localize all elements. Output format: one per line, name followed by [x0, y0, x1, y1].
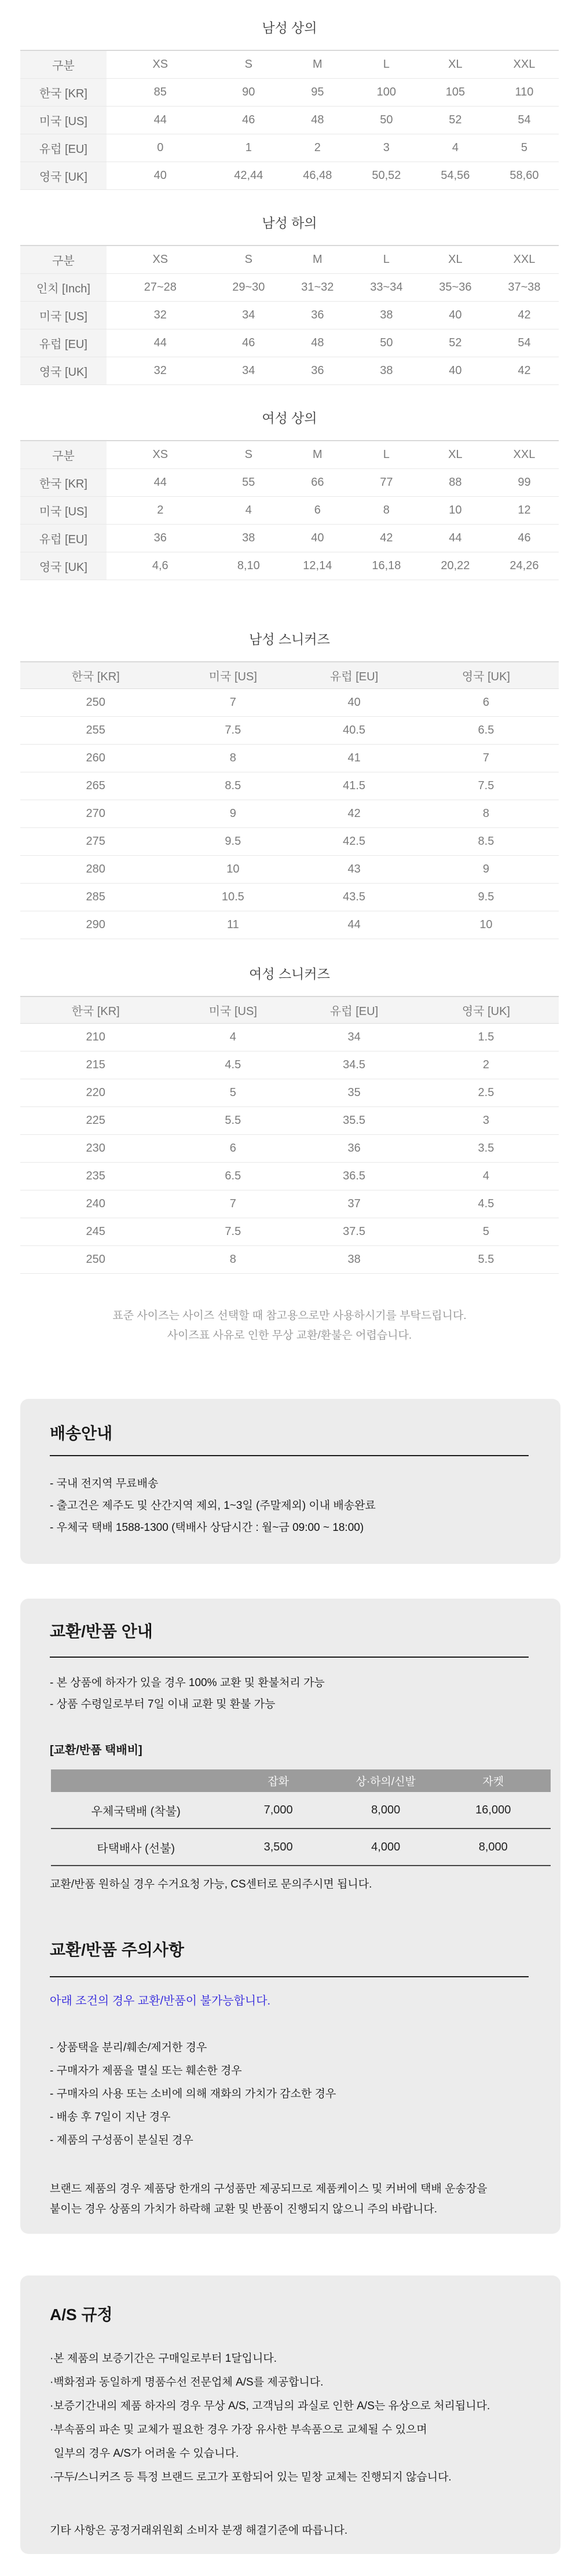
table-cell: 7.5	[171, 1218, 295, 1246]
table-cell: 48	[283, 107, 352, 134]
table-cell: 16,000	[435, 1792, 551, 1829]
table-title-womens-top: 여성 상의	[262, 411, 317, 426]
table-cell: 영국 [UK]	[413, 662, 559, 689]
table-cell: 9.5	[171, 828, 295, 856]
table-cell: 2	[283, 134, 352, 162]
table-cell: 270	[20, 800, 171, 828]
caution-section-title: 교환/반품 주의사항	[50, 1941, 184, 1959]
caution-bullet: - 구매자가 제품을 멸실 또는 훼손한 경우	[50, 2065, 242, 2077]
table-row	[51, 1829, 551, 1866]
table-cell: 46	[490, 525, 559, 552]
shipping-bullet: - 출고건은 제주도 및 산간지역 제외, 1~3일 (주말제외) 이내 배송완료	[50, 1500, 376, 1512]
table-cell: 2	[413, 1051, 559, 1079]
caution-paragraph	[50, 2182, 529, 2217]
table-cell: 8	[171, 745, 295, 772]
table-cell: 37~38	[490, 274, 559, 302]
table-row	[20, 772, 559, 800]
table-cell: 8,10	[214, 552, 283, 580]
table-cell: 1.5	[413, 1024, 559, 1051]
table-cell: 42,44	[214, 162, 283, 190]
table-cell: 미국 [US]	[171, 662, 295, 689]
table-cell: 44	[295, 911, 413, 939]
table-cell: 한국 [KR]	[20, 662, 171, 689]
table-cell: 40	[421, 357, 490, 385]
table-cell: S	[214, 50, 283, 79]
table-cell: 7	[413, 745, 559, 772]
table-title-womens-sneakers: 여성 스니커즈	[249, 966, 330, 981]
table-cell: 46,48	[283, 162, 352, 190]
table-header-row	[20, 245, 559, 274]
caution-bullet: - 상품택을 분리/훼손/제거한 경우	[50, 2042, 207, 2054]
table-cell: 1	[214, 134, 283, 162]
table-cell: 8,000	[435, 1829, 551, 1866]
table-cell: 4,6	[107, 552, 214, 580]
table-row	[20, 79, 559, 107]
table-row	[51, 1792, 551, 1829]
exchange-card-title: 교환/반품 안내	[50, 1622, 153, 1640]
table-cell: 6.5	[171, 1163, 295, 1190]
table-row	[20, 302, 559, 329]
table-cell: 5.5	[171, 1107, 295, 1135]
as-bullet: ·부속품의 파손 및 교체가 필요한 경우 가장 유사한 부속품으로 교체될 수 있으며	[50, 2424, 427, 2436]
table-cell: 33~34	[352, 274, 421, 302]
table-cell: 40.5	[295, 717, 413, 745]
table-cell: 36	[295, 1135, 413, 1163]
table-cell: 10	[413, 911, 559, 939]
table-row	[20, 357, 559, 385]
table-cell: 3.5	[413, 1135, 559, 1163]
table-title-mens-top: 남성 상의	[262, 20, 317, 35]
table-cell: 290	[20, 911, 171, 939]
row-label-cell: 유럽 [EU]	[20, 134, 107, 162]
table-cell: 285	[20, 884, 171, 911]
table-cell: 9.5	[413, 884, 559, 911]
table-cell: 12,14	[283, 552, 352, 580]
table-cell: 44	[107, 469, 214, 497]
table-cell: 36.5	[295, 1163, 413, 1190]
table-cell: XXL	[490, 441, 559, 469]
table-cell: 34	[214, 302, 283, 329]
table-cell: 95	[283, 79, 352, 107]
table-cell: 100	[352, 79, 421, 107]
table-cell: XXL	[490, 50, 559, 79]
table-cell: 2	[107, 497, 214, 525]
table-cell: 77	[352, 469, 421, 497]
as-footer-note: 기타 사항은 공정거래위원회 소비자 분쟁 해결기준에 따릅니다.	[50, 2524, 348, 2537]
table-row	[20, 1051, 559, 1079]
table-cell: XL	[421, 441, 490, 469]
row-label-cell: 영국 [UK]	[20, 357, 107, 385]
table-cell: 44	[421, 525, 490, 552]
table-cell: 54	[490, 107, 559, 134]
table-cell: 8.5	[413, 828, 559, 856]
table-cell: 2.5	[413, 1079, 559, 1107]
row-label-cell: 구분	[20, 50, 107, 79]
table-cell: 4	[413, 1163, 559, 1190]
table-cell: 3	[413, 1107, 559, 1135]
table-cell: 44	[107, 107, 214, 134]
table-cell: 10	[171, 856, 295, 884]
table-row	[20, 1079, 559, 1107]
table-cell: 5	[490, 134, 559, 162]
table-cell: 10.5	[171, 884, 295, 911]
shipping-bullet-list	[50, 1476, 529, 1536]
table-cell: 24,26	[490, 552, 559, 580]
table-cell: 88	[421, 469, 490, 497]
table-row	[20, 107, 559, 134]
table-cell: 영국 [UK]	[413, 996, 559, 1024]
table-cell: 40	[421, 302, 490, 329]
table-cell: 44	[107, 329, 214, 357]
table-cell: 9	[171, 800, 295, 828]
table-cell: 110	[490, 79, 559, 107]
table-cell: 한국 [KR]	[20, 996, 171, 1024]
table-cell: 31~32	[283, 274, 352, 302]
table-row	[20, 856, 559, 884]
table-cell: 8	[413, 800, 559, 828]
table-row	[20, 162, 559, 190]
table-row	[20, 1024, 559, 1051]
table-cell: 265	[20, 772, 171, 800]
table-cell: 46	[214, 329, 283, 357]
table-cell: 타택배사 (선불)	[51, 1829, 221, 1866]
table-row	[20, 1246, 559, 1274]
table-cell: 35	[295, 1079, 413, 1107]
table-cell: 32	[107, 357, 214, 385]
table-cell: 37	[295, 1190, 413, 1218]
table-cell: 36	[283, 357, 352, 385]
table-cell: 3,500	[221, 1829, 335, 1866]
size-table-womens-sneakers	[20, 996, 559, 1274]
table-cell: 16,18	[352, 552, 421, 580]
size-chart-disclaimer	[20, 1309, 559, 1343]
table-cell: 38	[352, 302, 421, 329]
table-row	[20, 469, 559, 497]
table-row	[20, 1135, 559, 1163]
table-cell: 6.5	[413, 717, 559, 745]
table-cell: 29~30	[214, 274, 283, 302]
table-row	[20, 134, 559, 162]
table-cell: 5	[413, 1218, 559, 1246]
table-cell: 8,000	[336, 1792, 436, 1829]
table-cell: S	[214, 441, 283, 469]
table-row	[20, 1163, 559, 1190]
table-cell: 8	[171, 1246, 295, 1274]
table-row	[20, 274, 559, 302]
table-cell: L	[352, 50, 421, 79]
table-cell: 7.5	[171, 717, 295, 745]
shipping-info-card	[20, 1399, 560, 1564]
table-cell: 52	[421, 329, 490, 357]
table-header-row	[20, 996, 559, 1024]
table-row	[20, 828, 559, 856]
table-cell: 66	[283, 469, 352, 497]
table-cell: 225	[20, 1107, 171, 1135]
table-cell: 27~28	[107, 274, 214, 302]
table-cell: 260	[20, 745, 171, 772]
table-cell: 50,52	[352, 162, 421, 190]
table-cell: 250	[20, 1246, 171, 1274]
table-cell: 54,56	[421, 162, 490, 190]
table-cell: 7	[171, 1190, 295, 1218]
fee-table-heading: [교환/반품 택배비]	[50, 1744, 142, 1757]
table-cell: 215	[20, 1051, 171, 1079]
table-cell: 52	[421, 107, 490, 134]
table-cell: XL	[421, 50, 490, 79]
table-cell: 40	[107, 162, 214, 190]
table-cell: 240	[20, 1190, 171, 1218]
table-cell: 37.5	[295, 1218, 413, 1246]
table-cell: 34	[295, 1024, 413, 1051]
table-cell: 42	[295, 800, 413, 828]
table-cell: 48	[283, 329, 352, 357]
table-cell: 34.5	[295, 1051, 413, 1079]
table-cell: 43	[295, 856, 413, 884]
table-cell: 4	[171, 1024, 295, 1051]
as-bullet-list	[50, 2351, 529, 2485]
table-row	[20, 884, 559, 911]
table-cell: 4.5	[171, 1051, 295, 1079]
table-cell: 8	[352, 497, 421, 525]
row-label-cell: 유럽 [EU]	[20, 329, 107, 357]
caution-paragraph-line: 붙이는 경우 상품의 가치가 하락해 교환 및 반품이 진행되지 않으니 주의 바랍니다.	[50, 2203, 438, 2215]
table-cell: 230	[20, 1135, 171, 1163]
table-cell: 6	[171, 1135, 295, 1163]
as-policy-card	[20, 2275, 560, 2554]
table-cell: 255	[20, 717, 171, 745]
size-chart-section	[20, 21, 559, 1343]
table-header-row	[20, 50, 559, 79]
table-row	[20, 552, 559, 580]
table-cell: 7,000	[221, 1792, 335, 1829]
row-label-cell: 영국 [UK]	[20, 162, 107, 190]
row-label-cell: 구분	[20, 441, 107, 469]
table-cell: 8.5	[171, 772, 295, 800]
exchange-bullet: - 상품 수령일로부터 7일 이내 교환 및 환불 가능	[50, 1698, 276, 1710]
table-cell: 유럽 [EU]	[295, 662, 413, 689]
table-cell: 85	[107, 79, 214, 107]
table-cell: 42	[352, 525, 421, 552]
fee-note: 교환/반품 원하실 경우 수거요청 가능, CS센터로 문의주시면 됩니다.	[50, 1878, 372, 1890]
caution-bullet: - 구매자의 사용 또는 소비에 의해 재화의 가치가 감소한 경우	[50, 2088, 336, 2100]
table-cell: 105	[421, 79, 490, 107]
table-cell: M	[283, 245, 352, 274]
caution-bullet: - 제품의 구성품이 분실된 경우	[50, 2134, 193, 2146]
as-bullet: ·백화점과 동일하게 명품수선 전문업체 A/S를 제공합니다.	[50, 2376, 324, 2388]
table-cell: 7	[171, 689, 295, 717]
table-cell: M	[283, 441, 352, 469]
table-cell: 4	[214, 497, 283, 525]
table-cell: XXL	[490, 245, 559, 274]
as-bullet: 일부의 경우 A/S가 어려울 수 있습니다.	[54, 2447, 239, 2460]
size-table-mens-bottom	[20, 245, 559, 385]
table-cell: 40	[295, 689, 413, 717]
table-cell: XS	[107, 245, 214, 274]
table-cell: XS	[107, 441, 214, 469]
size-table-mens-top	[20, 50, 559, 190]
table-cell: 35~36	[421, 274, 490, 302]
table-cell: 잡화	[221, 1769, 335, 1792]
row-label-cell: 한국 [KR]	[20, 79, 107, 107]
table-cell: 20,22	[421, 552, 490, 580]
table-cell: 4	[421, 134, 490, 162]
table-cell: 42	[490, 357, 559, 385]
table-cell: 자켓	[435, 1769, 551, 1792]
table-cell: 40	[283, 525, 352, 552]
table-cell: 3	[352, 134, 421, 162]
table-cell: S	[214, 245, 283, 274]
table-cell: 50	[352, 107, 421, 134]
table-row	[20, 1190, 559, 1218]
table-cell: 55	[214, 469, 283, 497]
table-cell: L	[352, 245, 421, 274]
table-cell: 6	[413, 689, 559, 717]
table-cell: 46	[214, 107, 283, 134]
table-cell: 36	[107, 525, 214, 552]
table-cell: 90	[214, 79, 283, 107]
size-table-womens-top	[20, 440, 559, 580]
table-cell: 미국 [US]	[171, 996, 295, 1024]
exchange-title-divider	[50, 1657, 529, 1658]
row-label-cell: 유럽 [EU]	[20, 525, 107, 552]
as-bullet: ·구두/스니커즈 등 특정 브랜드 로고가 포함되어 있는 밑창 교체는 진행되지 않습니다.	[50, 2471, 452, 2483]
table-header-row	[20, 441, 559, 469]
table-cell: 38	[214, 525, 283, 552]
table-cell: 54	[490, 329, 559, 357]
table-cell: 우체국택배 (착불)	[51, 1792, 221, 1829]
table-cell: 43.5	[295, 884, 413, 911]
caution-title-divider	[50, 1976, 529, 1977]
table-row	[20, 1107, 559, 1135]
caution-paragraph-line: 브랜드 제품의 경우 제품당 한개의 구성품만 제공되므로 제품케이스 및 커버에 택배 운송장을	[50, 2183, 488, 2195]
row-label-cell: 미국 [US]	[20, 107, 107, 134]
shipping-bullet: - 우체국 택배 1588-1300 (택배사 상담시간 : 월~금 09:00 ~ 18:00)	[50, 1522, 364, 1534]
shipping-card-title: 배송안내	[50, 1424, 113, 1442]
table-cell: 280	[20, 856, 171, 884]
table-cell: 32	[107, 302, 214, 329]
table-cell: 42.5	[295, 828, 413, 856]
size-note-line: 표준 사이즈는 사이즈 선택할 때 참고용으로만 사용하시기를 부탁드립니다.	[112, 1310, 467, 1322]
table-cell: 유럽 [EU]	[295, 996, 413, 1024]
table-cell: 250	[20, 689, 171, 717]
as-card-title: A/S 규정	[50, 2306, 113, 2324]
as-bullet: ·보증기간내의 제품 하자의 경우 무상 A/S, 고객님의 과실로 인한 A/S는 유상으로 처리됩니다.	[50, 2400, 490, 2412]
table-cell: 50	[352, 329, 421, 357]
exchange-bullet-list	[50, 1676, 529, 1712]
table-cell: 58,60	[490, 162, 559, 190]
table-row	[20, 689, 559, 717]
table-cell: 210	[20, 1024, 171, 1051]
table-cell: 41	[295, 745, 413, 772]
row-label-cell: 한국 [KR]	[20, 469, 107, 497]
row-label-cell: 미국 [US]	[20, 302, 107, 329]
table-header-row	[51, 1769, 551, 1792]
exchange-fee-table	[51, 1769, 551, 1866]
table-cell: L	[352, 441, 421, 469]
row-label-cell: 인치 [Inch]	[20, 274, 107, 302]
size-table-mens-sneakers	[20, 661, 559, 939]
table-cell: 7.5	[413, 772, 559, 800]
table-header-row	[20, 662, 559, 689]
table-cell: 38	[352, 357, 421, 385]
size-note-line: 사이즈표 사유로 인한 무상 교환/환불은 어렵습니다.	[167, 1329, 412, 1342]
shipping-bullet: - 국내 전지역 무료배송	[50, 1478, 159, 1490]
row-label-cell: 미국 [US]	[20, 497, 107, 525]
table-cell: 42	[490, 302, 559, 329]
table-cell: 0	[107, 134, 214, 162]
table-cell: 220	[20, 1079, 171, 1107]
row-label-cell: 구분	[20, 245, 107, 274]
shipping-title-divider	[50, 1455, 529, 1456]
table-cell: 275	[20, 828, 171, 856]
table-row	[20, 745, 559, 772]
table-cell: 상·하의/신발	[336, 1769, 436, 1792]
table-row	[20, 911, 559, 939]
table-cell: 5	[171, 1079, 295, 1107]
table-cell: XS	[107, 50, 214, 79]
table-cell: 36	[283, 302, 352, 329]
table-row	[20, 525, 559, 552]
caution-intro-text: 아래 조건의 경우 교환/반품이 불가능합니다.	[50, 1995, 271, 2007]
table-title-mens-bottom: 남성 하의	[262, 215, 317, 230]
table-cell: 5.5	[413, 1246, 559, 1274]
table-cell: 12	[490, 497, 559, 525]
row-label-cell: 영국 [UK]	[20, 552, 107, 580]
table-cell: 99	[490, 469, 559, 497]
as-bullet: ·본 제품의 보증기간은 구매일로부터 1달입니다.	[50, 2353, 277, 2365]
exchange-return-card	[20, 1599, 560, 2234]
table-cell: 38	[295, 1246, 413, 1274]
table-cell: 41.5	[295, 772, 413, 800]
table-cell: M	[283, 50, 352, 79]
table-row	[20, 1218, 559, 1246]
table-cell: 6	[283, 497, 352, 525]
exchange-bullet: - 본 상품에 하자가 있을 경우 100% 교환 및 환불처리 가능	[50, 1677, 325, 1689]
table-cell: 245	[20, 1218, 171, 1246]
table-cell: 35.5	[295, 1107, 413, 1135]
table-cell: 4.5	[413, 1190, 559, 1218]
table-cell: 10	[421, 497, 490, 525]
table-row	[20, 497, 559, 525]
table-title-mens-sneakers: 남성 스니커즈	[249, 632, 330, 647]
table-cell: XL	[421, 245, 490, 274]
table-cell: 11	[171, 911, 295, 939]
caution-bullet: - 배송 후 7일이 지난 경우	[50, 2111, 171, 2123]
table-row	[20, 717, 559, 745]
table-cell	[51, 1769, 221, 1792]
table-cell: 9	[413, 856, 559, 884]
table-cell: 4,000	[336, 1829, 436, 1866]
caution-bullet-list	[50, 2040, 529, 2148]
table-row	[20, 800, 559, 828]
table-cell: 235	[20, 1163, 171, 1190]
table-cell: 34	[214, 357, 283, 385]
table-row	[20, 329, 559, 357]
